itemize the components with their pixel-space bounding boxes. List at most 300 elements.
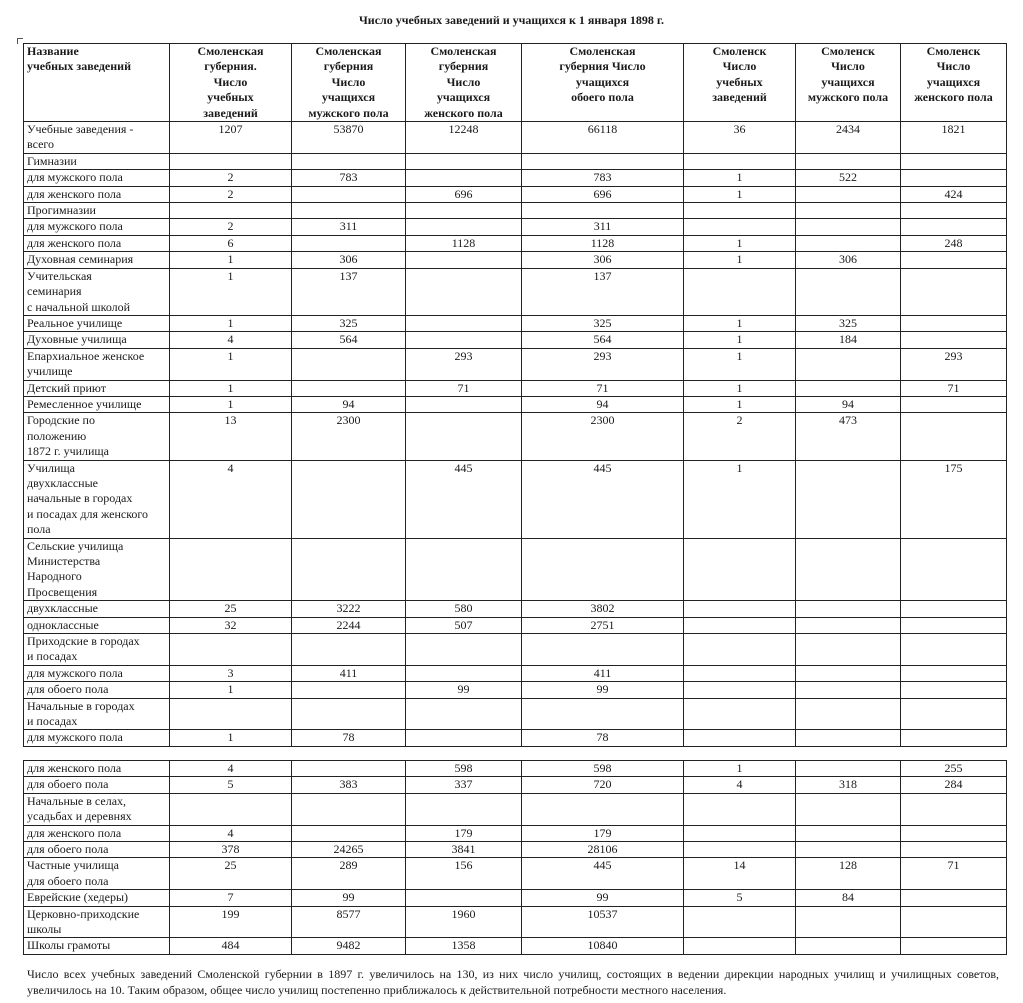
value-cell <box>522 793 684 825</box>
value-cell <box>796 203 901 219</box>
value-cell <box>901 793 1007 825</box>
value-cell <box>796 268 901 315</box>
value-cell <box>522 538 684 601</box>
value-cell: 522 <box>796 170 901 186</box>
value-cell: 94 <box>522 396 684 412</box>
table-row <box>24 252 1007 268</box>
value-cell: 484 <box>170 938 292 954</box>
value-cell <box>292 825 406 841</box>
value-cell <box>901 890 1007 906</box>
value-cell: 94 <box>292 396 406 412</box>
value-cell: 1 <box>684 761 796 777</box>
table-row <box>24 332 1007 348</box>
value-cell: 411 <box>292 665 406 681</box>
header-cell-gub-female: Смоленская губерния Число учащихся женского пола <box>406 44 522 122</box>
value-cell <box>901 170 1007 186</box>
value-cell: 564 <box>522 332 684 348</box>
value-cell: 3 <box>170 665 292 681</box>
row-label-cell: для обоего пола <box>24 682 170 698</box>
row-label-cell: Епархиальное женское училище <box>24 348 170 380</box>
row-label-cell: для обоего пола <box>24 842 170 858</box>
header-cell-gub-male: Смоленская губерния Число учащихся мужского пола <box>292 44 406 122</box>
value-cell: 137 <box>522 268 684 315</box>
row-label-cell: Духовные училища <box>24 332 170 348</box>
value-cell: 1 <box>684 348 796 380</box>
value-cell <box>901 730 1007 746</box>
table-row <box>24 460 1007 538</box>
value-cell <box>901 825 1007 841</box>
value-cell <box>684 153 796 169</box>
value-cell: 2300 <box>292 413 406 460</box>
value-cell: 1 <box>684 315 796 331</box>
value-cell: 2434 <box>796 122 901 154</box>
value-cell <box>684 825 796 841</box>
value-cell: 507 <box>406 617 522 633</box>
value-cell: 156 <box>406 858 522 890</box>
value-cell: 13 <box>170 413 292 460</box>
value-cell <box>406 538 522 601</box>
value-cell <box>796 153 901 169</box>
value-cell <box>292 682 406 698</box>
value-cell <box>901 682 1007 698</box>
table-row <box>24 413 1007 460</box>
value-cell: 2 <box>170 170 292 186</box>
table-row <box>24 601 1007 617</box>
value-cell: 9482 <box>292 938 406 954</box>
value-cell: 293 <box>406 348 522 380</box>
table-body-part-1 <box>24 122 1007 747</box>
value-cell: 248 <box>901 235 1007 251</box>
value-cell: 1 <box>684 235 796 251</box>
table-row <box>24 730 1007 746</box>
value-cell: 696 <box>406 186 522 202</box>
value-cell: 1 <box>684 186 796 202</box>
header-cell-city-institutions: Смоленск Число учебных заведений <box>684 44 796 122</box>
value-cell: 99 <box>522 890 684 906</box>
value-cell: 1 <box>684 396 796 412</box>
value-cell <box>292 460 406 538</box>
value-cell: 580 <box>406 601 522 617</box>
value-cell: 378 <box>170 842 292 858</box>
value-cell: 696 <box>522 186 684 202</box>
value-cell <box>901 252 1007 268</box>
value-cell: 10840 <box>522 938 684 954</box>
value-cell: 66118 <box>522 122 684 154</box>
value-cell <box>292 380 406 396</box>
value-cell: 78 <box>292 730 406 746</box>
value-cell: 311 <box>522 219 684 235</box>
value-cell: 1128 <box>522 235 684 251</box>
value-cell: 783 <box>292 170 406 186</box>
value-cell: 411 <box>522 665 684 681</box>
value-cell: 94 <box>796 396 901 412</box>
row-label-cell: Сельские училища Министерства Народного Просвещения <box>24 538 170 601</box>
value-cell: 25 <box>170 601 292 617</box>
value-cell: 99 <box>522 682 684 698</box>
value-cell <box>796 842 901 858</box>
value-cell: 4 <box>170 460 292 538</box>
value-cell <box>901 538 1007 601</box>
value-cell: 318 <box>796 777 901 793</box>
row-label-cell: для мужского пола <box>24 730 170 746</box>
value-cell: 1207 <box>170 122 292 154</box>
schools-table-part-2 <box>23 760 1007 955</box>
row-label-cell: для мужского пола <box>24 219 170 235</box>
row-label-cell: для обоего пола <box>24 777 170 793</box>
value-cell: 311 <box>292 219 406 235</box>
value-cell <box>292 203 406 219</box>
value-cell: 1358 <box>406 938 522 954</box>
value-cell: 337 <box>406 777 522 793</box>
value-cell <box>406 793 522 825</box>
table-row <box>24 634 1007 666</box>
value-cell <box>796 601 901 617</box>
value-cell: 1 <box>170 396 292 412</box>
header-cell-name: Название учебных заведений <box>24 44 170 122</box>
table-row <box>24 170 1007 186</box>
row-label-cell: для мужского пола <box>24 665 170 681</box>
value-cell <box>796 730 901 746</box>
value-cell: 383 <box>292 777 406 793</box>
value-cell <box>170 793 292 825</box>
value-cell <box>292 793 406 825</box>
value-cell <box>901 396 1007 412</box>
value-cell <box>406 219 522 235</box>
row-label-cell: Ремесленное училище <box>24 396 170 412</box>
value-cell <box>796 617 901 633</box>
value-cell: 2 <box>170 186 292 202</box>
table-row <box>24 906 1007 938</box>
row-label-cell: Реальное училище <box>24 315 170 331</box>
value-cell <box>292 634 406 666</box>
value-cell <box>901 938 1007 954</box>
value-cell: 445 <box>406 460 522 538</box>
value-cell: 71 <box>901 858 1007 890</box>
value-cell: 28106 <box>522 842 684 858</box>
value-cell <box>406 665 522 681</box>
value-cell: 137 <box>292 268 406 315</box>
value-cell: 78 <box>522 730 684 746</box>
value-cell <box>684 698 796 730</box>
value-cell: 598 <box>522 761 684 777</box>
table-row <box>24 538 1007 601</box>
value-cell <box>684 906 796 938</box>
value-cell: 293 <box>522 348 684 380</box>
value-cell <box>796 348 901 380</box>
table-row <box>24 186 1007 202</box>
value-cell: 10537 <box>522 906 684 938</box>
value-cell: 1 <box>684 332 796 348</box>
value-cell: 564 <box>292 332 406 348</box>
value-cell: 5 <box>684 890 796 906</box>
value-cell <box>684 938 796 954</box>
value-cell <box>901 665 1007 681</box>
value-cell: 179 <box>406 825 522 841</box>
row-label-cell: Начальные в городах и посадах <box>24 698 170 730</box>
value-cell <box>170 538 292 601</box>
table-row <box>24 698 1007 730</box>
value-cell: 7 <box>170 890 292 906</box>
value-cell <box>901 906 1007 938</box>
table-row <box>24 761 1007 777</box>
value-cell <box>901 153 1007 169</box>
row-label-cell: Школы грамоты <box>24 938 170 954</box>
row-label-cell: Детский приют <box>24 380 170 396</box>
row-label-cell: Городские по положению 1872 г. училища <box>24 413 170 460</box>
value-cell: 71 <box>522 380 684 396</box>
document-title: Число учебных заведений и учащихся к 1 января 1898 г. <box>358 13 665 27</box>
row-label-cell: Духовная семинария <box>24 252 170 268</box>
value-cell <box>292 761 406 777</box>
value-cell <box>901 842 1007 858</box>
table-row <box>24 153 1007 169</box>
value-cell: 1 <box>170 380 292 396</box>
table-row <box>24 268 1007 315</box>
value-cell <box>684 617 796 633</box>
value-cell <box>170 634 292 666</box>
value-cell <box>292 538 406 601</box>
value-cell: 4 <box>170 825 292 841</box>
value-cell <box>796 682 901 698</box>
value-cell <box>796 634 901 666</box>
value-cell <box>901 268 1007 315</box>
value-cell <box>406 170 522 186</box>
row-label-cell: Частные училища для обоего пола <box>24 858 170 890</box>
value-cell: 1 <box>170 730 292 746</box>
value-cell <box>684 219 796 235</box>
value-cell <box>796 793 901 825</box>
value-cell <box>684 682 796 698</box>
value-cell: 99 <box>292 890 406 906</box>
row-label-cell: для мужского пола <box>24 170 170 186</box>
value-cell <box>292 698 406 730</box>
row-label-cell: для женского пола <box>24 235 170 251</box>
table-row <box>24 793 1007 825</box>
value-cell <box>901 698 1007 730</box>
row-label-cell: Прогимназии <box>24 203 170 219</box>
value-cell: 445 <box>522 858 684 890</box>
value-cell: 306 <box>522 252 684 268</box>
value-cell: 598 <box>406 761 522 777</box>
value-cell: 25 <box>170 858 292 890</box>
table-row <box>24 890 1007 906</box>
value-cell: 2 <box>684 413 796 460</box>
value-cell <box>522 698 684 730</box>
row-label-cell: Приходские в городах и посадах <box>24 634 170 666</box>
value-cell <box>796 938 901 954</box>
value-cell <box>170 698 292 730</box>
value-cell: 8577 <box>292 906 406 938</box>
value-cell <box>684 203 796 219</box>
value-cell <box>406 730 522 746</box>
table-header-row <box>24 44 1007 122</box>
table-row <box>24 380 1007 396</box>
row-label-cell: Учительская семинария с начальной школой <box>24 268 170 315</box>
table-row <box>24 235 1007 251</box>
value-cell: 1 <box>684 170 796 186</box>
value-cell <box>522 203 684 219</box>
value-cell: 2300 <box>522 413 684 460</box>
value-cell: 184 <box>796 332 901 348</box>
header-cell-gub-institutions: Смоленская губерния. Число учебных заведений <box>170 44 292 122</box>
value-cell: 5 <box>170 777 292 793</box>
value-cell <box>292 348 406 380</box>
value-cell: 1 <box>170 315 292 331</box>
value-cell <box>406 268 522 315</box>
value-cell: 4 <box>170 332 292 348</box>
value-cell: 36 <box>684 122 796 154</box>
value-cell <box>406 890 522 906</box>
value-cell: 1 <box>170 348 292 380</box>
value-cell <box>796 698 901 730</box>
value-cell <box>406 698 522 730</box>
row-label-cell: двухклассные <box>24 601 170 617</box>
value-cell <box>796 219 901 235</box>
value-cell: 306 <box>796 252 901 268</box>
value-cell: 99 <box>406 682 522 698</box>
value-cell: 325 <box>292 315 406 331</box>
value-cell: 783 <box>522 170 684 186</box>
value-cell: 325 <box>522 315 684 331</box>
value-cell: 445 <box>522 460 684 538</box>
row-label-cell: Учебные заведения - всего <box>24 122 170 154</box>
table-row <box>24 858 1007 890</box>
value-cell: 2244 <box>292 617 406 633</box>
row-label-cell: Церковно-приходские школы <box>24 906 170 938</box>
value-cell: 179 <box>522 825 684 841</box>
row-label-cell: Начальные в селах, усадьбах и деревнях <box>24 793 170 825</box>
value-cell: 3802 <box>522 601 684 617</box>
row-label-cell: для женского пола <box>24 761 170 777</box>
value-cell: 24265 <box>292 842 406 858</box>
value-cell <box>684 730 796 746</box>
value-cell: 424 <box>901 186 1007 202</box>
value-cell <box>406 203 522 219</box>
value-cell <box>901 332 1007 348</box>
value-cell <box>796 906 901 938</box>
value-cell <box>796 761 901 777</box>
value-cell: 306 <box>292 252 406 268</box>
row-label-cell: Гимназии <box>24 153 170 169</box>
table-row <box>24 938 1007 954</box>
value-cell: 4 <box>170 761 292 777</box>
value-cell <box>170 153 292 169</box>
value-cell: 1 <box>684 380 796 396</box>
value-cell <box>796 538 901 601</box>
value-cell: 325 <box>796 315 901 331</box>
value-cell <box>901 617 1007 633</box>
value-cell: 3841 <box>406 842 522 858</box>
value-cell <box>684 538 796 601</box>
header-cell-city-male: Смоленск Число учащихся мужского пола <box>796 44 901 122</box>
table-row <box>24 617 1007 633</box>
value-cell <box>684 634 796 666</box>
value-cell: 1821 <box>901 122 1007 154</box>
value-cell <box>796 186 901 202</box>
value-cell <box>796 460 901 538</box>
value-cell: 1 <box>170 268 292 315</box>
value-cell <box>406 153 522 169</box>
value-cell <box>901 219 1007 235</box>
value-cell <box>522 634 684 666</box>
table-row <box>24 665 1007 681</box>
value-cell: 284 <box>901 777 1007 793</box>
value-cell <box>406 396 522 412</box>
value-cell: 199 <box>170 906 292 938</box>
value-cell <box>292 235 406 251</box>
table-row <box>24 219 1007 235</box>
value-cell: 293 <box>901 348 1007 380</box>
value-cell: 14 <box>684 858 796 890</box>
value-cell <box>406 413 522 460</box>
value-cell: 1 <box>684 252 796 268</box>
value-cell <box>796 235 901 251</box>
value-cell: 473 <box>796 413 901 460</box>
value-cell: 2 <box>170 219 292 235</box>
value-cell <box>901 634 1007 666</box>
value-cell <box>901 315 1007 331</box>
value-cell: 71 <box>901 380 1007 396</box>
table-row <box>24 203 1007 219</box>
value-cell: 175 <box>901 460 1007 538</box>
value-cell: 289 <box>292 858 406 890</box>
value-cell: 32 <box>170 617 292 633</box>
value-cell: 6 <box>170 235 292 251</box>
value-cell <box>901 601 1007 617</box>
value-cell: 12248 <box>406 122 522 154</box>
value-cell <box>684 601 796 617</box>
row-label-cell: одноклассные <box>24 617 170 633</box>
value-cell: 1 <box>170 682 292 698</box>
value-cell <box>406 315 522 331</box>
row-label-cell: Еврейские (хедеры) <box>24 890 170 906</box>
row-label-cell: Училища двухклассные начальные в городах и посадах для женского пола <box>24 460 170 538</box>
value-cell <box>796 665 901 681</box>
row-label-cell: для женского пола <box>24 825 170 841</box>
value-cell <box>684 842 796 858</box>
value-cell: 720 <box>522 777 684 793</box>
value-cell: 255 <box>901 761 1007 777</box>
value-cell: 53870 <box>292 122 406 154</box>
footnote-paragraph: Число всех учебных заведений Смоленской губернии в 1897 г. увеличилось на 130, из них число училищ, состоящих в ведении дирекции народных училищ и училищных советов, увеличилось на 10. Таким образом, общее число училищ постепенно приближалось к действительной потребности местного населения. <box>27 967 999 997</box>
table-row <box>24 825 1007 841</box>
value-cell: 1128 <box>406 235 522 251</box>
table-row <box>24 122 1007 154</box>
value-cell: 1 <box>684 460 796 538</box>
value-cell: 71 <box>406 380 522 396</box>
value-cell <box>406 332 522 348</box>
value-cell: 84 <box>796 890 901 906</box>
value-cell <box>292 153 406 169</box>
value-cell <box>796 825 901 841</box>
value-cell <box>684 665 796 681</box>
value-cell <box>406 634 522 666</box>
table-row <box>24 842 1007 858</box>
table-row <box>24 396 1007 412</box>
schools-table-part-1 <box>23 43 1007 747</box>
value-cell <box>684 268 796 315</box>
value-cell: 1 <box>170 252 292 268</box>
value-cell: 3222 <box>292 601 406 617</box>
value-cell: 4 <box>684 777 796 793</box>
value-cell: 2751 <box>522 617 684 633</box>
value-cell <box>170 203 292 219</box>
value-cell <box>901 203 1007 219</box>
value-cell <box>796 380 901 396</box>
row-label-cell: для женского пола <box>24 186 170 202</box>
value-cell <box>406 252 522 268</box>
table-row <box>24 777 1007 793</box>
